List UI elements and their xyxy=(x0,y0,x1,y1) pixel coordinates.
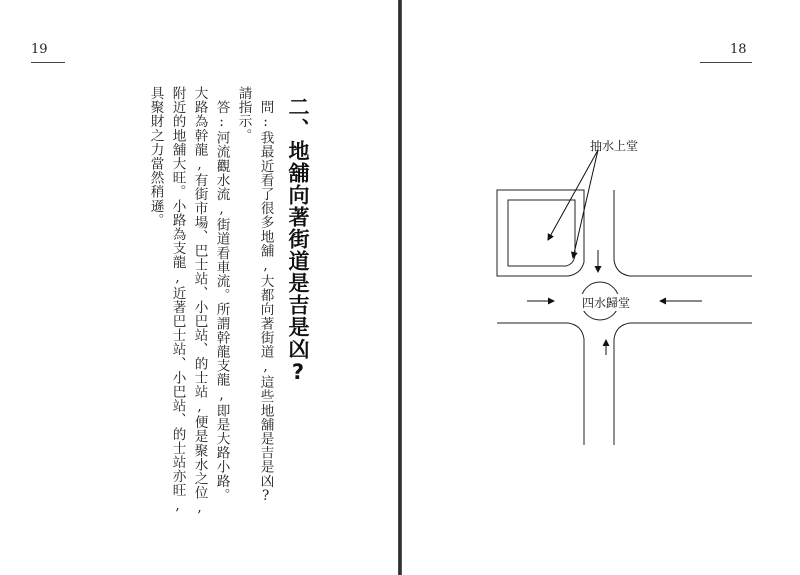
page-number-right: 18 xyxy=(730,42,747,57)
text-column-4: 大路為幹龍,有街市場、巴士站、小巴站、的士站,便是聚水之位, xyxy=(191,86,208,517)
road-edge-se xyxy=(614,323,752,445)
label-draw-water: 抽水上堂 xyxy=(590,139,639,153)
text-column-6: 具聚財之力當然稍遜。 xyxy=(147,86,164,227)
street-diagram xyxy=(402,0,800,575)
arrow-top-left xyxy=(548,150,598,240)
arrow-top-right xyxy=(573,150,598,258)
text-column-2: 請指示。 xyxy=(235,86,252,143)
text-column-5: 附近的地舖大旺。小路為支龍,近著巴士站、小巴站、的士站亦旺, xyxy=(169,86,186,514)
page-number-left: 19 xyxy=(31,42,48,57)
text-column-3: 答:河流觀水流,街道看車流。所謂幹龍支龍,即是大路小路。 xyxy=(213,100,230,502)
left-page xyxy=(0,0,398,575)
right-page xyxy=(402,0,800,575)
road-edge-ne xyxy=(614,190,752,276)
section-heading: 二、地舖向著街道是吉是凶? xyxy=(286,96,310,385)
label-four-waters: 四水歸堂 xyxy=(582,296,631,310)
road-edge-sw xyxy=(497,323,584,445)
header-rule-left xyxy=(31,62,65,63)
text-column-1: 問:我最近看了很多地舖,大都向著街道,這些地舖是吉是凶? xyxy=(257,100,274,505)
